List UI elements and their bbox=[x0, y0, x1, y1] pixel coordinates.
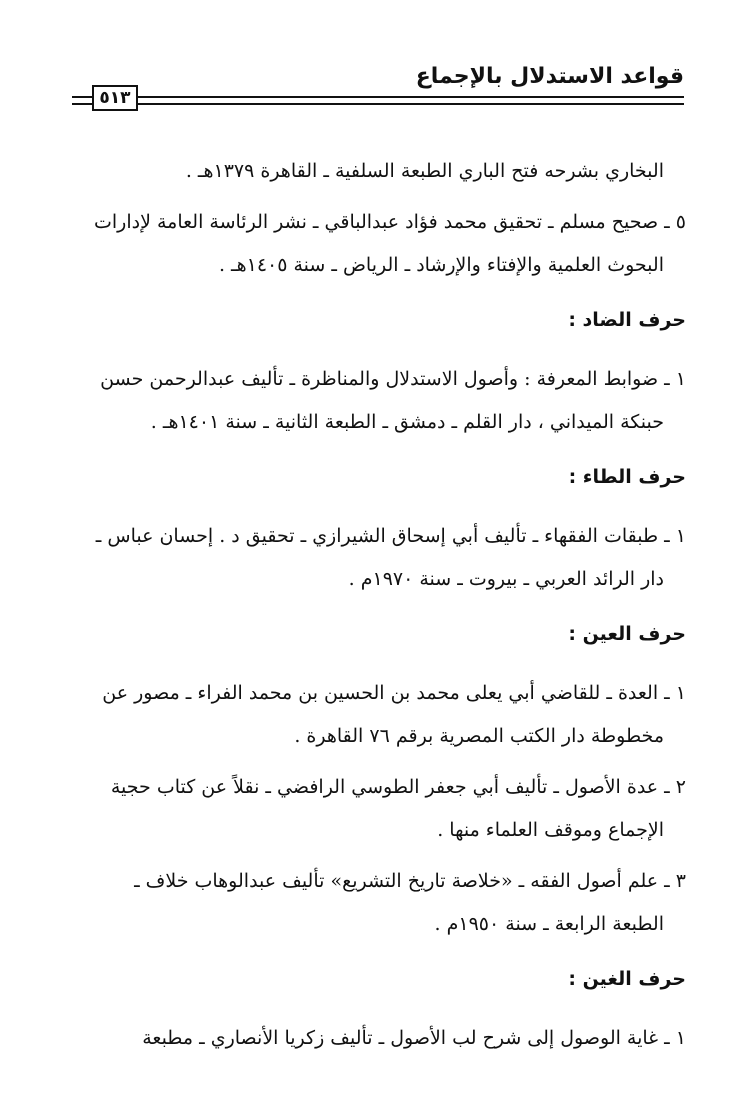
bibliography-entry bbox=[66, 515, 686, 601]
entry-line: الطبعة الرابعة ـ سنة ١٩٥٠م . bbox=[434, 913, 664, 935]
bibliography-entry bbox=[66, 672, 686, 758]
section-heading: حرف العين : bbox=[568, 623, 686, 645]
entry-line: ١ ـ العدة ـ للقاضي أبي يعلى محمد بن الحسين بن محمد الفراء ـ مصور عن bbox=[102, 682, 686, 704]
bibliography-entry bbox=[66, 766, 686, 852]
bibliography-entry bbox=[66, 150, 686, 193]
header-double-rule bbox=[138, 96, 684, 105]
entry-line: حبنكة الميداني ، دار القلم ـ دمشق ـ الطبعة الثانية ـ سنة ١٤٠١هـ . bbox=[150, 411, 664, 433]
entry-line: ٣ ـ علم أصول الفقه ـ «خلاصة تاريخ التشريع» تأليف عبدالوهاب خلاف ـ bbox=[134, 870, 686, 892]
section-heading: حرف الطاء : bbox=[568, 466, 686, 488]
entry-line: ٥ ـ صحيح مسلم ـ تحقيق محمد فؤاد عبدالباقي ـ نشر الرئاسة العامة لإدارات bbox=[94, 211, 686, 233]
page-number: ٥١٣ bbox=[92, 85, 138, 111]
entry-line: ١ ـ طبقات الفقهاء ـ تأليف أبي إسحاق الشيرازي ـ تحقيق د . إحسان عباس ـ bbox=[95, 525, 686, 547]
running-title: قواعد الاستدلال بالإجماع bbox=[415, 64, 684, 89]
entry-line: ١ ـ ضوابط المعرفة : وأصول الاستدلال والمناظرة ـ تأليف عبدالرحمن حسن bbox=[100, 368, 686, 390]
entry-line: الإجماع وموقف العلماء منها . bbox=[437, 819, 664, 841]
section-heading: حرف الضاد : bbox=[568, 309, 686, 331]
section-heading: حرف الغين : bbox=[568, 968, 686, 990]
page-header bbox=[72, 58, 684, 114]
entry-line: ١ ـ غاية الوصول إلى شرح لب الأصول ـ تأليف زكريا الأنصاري ـ مطبعة bbox=[142, 1027, 686, 1049]
bibliography-entry bbox=[66, 860, 686, 946]
entry-line: البحوث العلمية والإفتاء والإرشاد ـ الرياض ـ سنة ١٤٠٥هـ . bbox=[218, 254, 664, 276]
entry-line: ٢ ـ عدة الأصول ـ تأليف أبي جعفر الطوسي الرافضي ـ نقلاً عن كتاب حجية bbox=[110, 776, 686, 798]
entry-line: مخطوطة دار الكتب المصرية برقم ٧٦ القاهرة . bbox=[294, 725, 664, 747]
bibliography-entry bbox=[66, 358, 686, 444]
entry-line: دار الرائد العربي ـ بيروت ـ سنة ١٩٧٠م . bbox=[348, 568, 664, 590]
bibliography-content bbox=[66, 150, 686, 1068]
bibliography-entry bbox=[66, 201, 686, 287]
entry-line: البخاري بشرحه فتح الباري الطبعة السلفية ـ القاهرة ١٣٧٩هـ . bbox=[185, 160, 664, 182]
bibliography-entry bbox=[66, 1017, 686, 1060]
header-double-rule-left bbox=[72, 96, 92, 105]
